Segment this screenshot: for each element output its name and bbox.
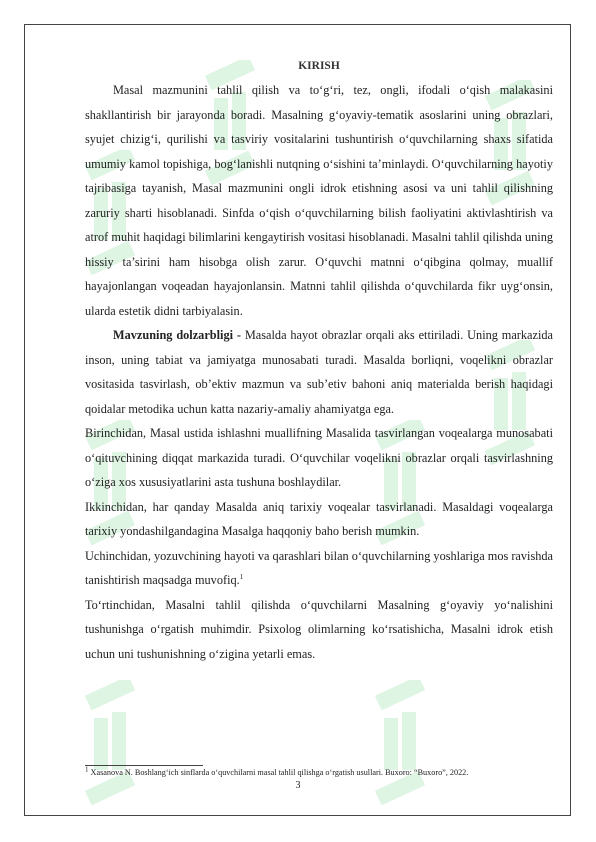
relevance-heading: Mavzuning dolzarbligi - [113, 328, 241, 342]
relevance-text: Masalda hayot obrazlar orqali aks ettiriladi. Uning markazida inson, uning tabiat va jamiyatga munosabati turadi. Masalda borliqni, voqelikni obrazlar vositasida tasvirlash, ob’ektiv mazmun va sub’etiv bahoni aniq materialda berish haqidagi qoidalar metodika uchun katta nazariy-amaliy ahamiyatga ega. [85, 328, 553, 416]
paragraph-third-text: Uchinchidan, yozuvchining hayoti va qarashlari bilan o‘quvchilarning yoshlariga mos ravishda tanishtirish maqsadga muvofiq. [85, 548, 553, 587]
paragraph-second: Ikkinchidan, har qanday Masalda aniq tarixiy voqealar tasvirlanadi. Masaldagi voqealarga tarixiy yondashilgandagina Masalga haqqoniy baho berish mumkin. [85, 499, 553, 538]
section-title: KIRISH [298, 60, 340, 72]
document-body [85, 55, 553, 666]
paragraph-first: Birinchidan, Masal ustida ishlashni muallifning Masalida tasvirlangan voqealarga munosabati o‘qituvchining diqqat markazida turadi. O‘quvchilar voqelikni obrazlar orqali tasvirlashning o‘ziga xos xususiyatlarini asta tushuna boshlaydilar. [85, 426, 553, 489]
paragraph-intro: Masal mazmunini tahlil qilish va to‘g‘ri, tez, ongli, ifodali o‘qish malakasini shakllantirish bir jarayonda boradi. Masalning g‘oyaviy-tematik asoslarini uning obrazlari, syujet chizig‘i, qurilishi va tasviriy vositalarini tushuntirish o‘quvchilarning shaxs sifatida umumiy kamol topishiga, bog‘lanishli nutqning o‘sishini ta’minlaydi. O‘quvchilarning hayotiy tajribasiga tayanish, Masal mazmunini ongli idrok etishning asosi va uni tahlil qilishning zaruriy sharti hisoblanadi. Sinfda o‘qish o‘quvchilarning bilish faoliyatini aktivlashtirish va atrof muhit haqidagi bilimlarini kengaytirish vositasi hisoblanadi. Masalni tahlil qilishda uning hissiy ta’sirini ham hisobga olish zarur. O‘quvchi matnni o‘qibgina qolmay, muallif hayajonlangan voqeadan hayajonlansin. Matnni tahlil qilishda o‘quvchilarda fikr uyg‘onsin, ularda estetik didni tarbiyalasin. [85, 83, 553, 318]
footnote-text: Xasanova N. Boshlang‘ich sinflarda o‘quvchilarni masal tahlil qilishga o‘rgatish usullari. Buxoro: “Buxoro”, 2022. [88, 768, 469, 777]
paragraph-third [85, 544, 553, 593]
paragraph-relevance [85, 323, 553, 421]
footnote-number: 1 [85, 765, 89, 774]
paragraph-fourth: To‘rtinchidan, Masalni tahlil qilishda o‘quvchilarni Masalning g‘oyaviy yo‘nalishini tushunishga o‘rgatish muhimdir. Psixolog olimlarning ko‘rsatishicha, Masalni idrok etish uchun uni tushunishning o‘zigina yetarli emas. [85, 597, 553, 661]
footnote [85, 767, 555, 778]
page-number: 3 [295, 780, 301, 791]
footnote-ref[interactable]: 1 [239, 572, 244, 581]
footnote-separator [85, 765, 203, 766]
